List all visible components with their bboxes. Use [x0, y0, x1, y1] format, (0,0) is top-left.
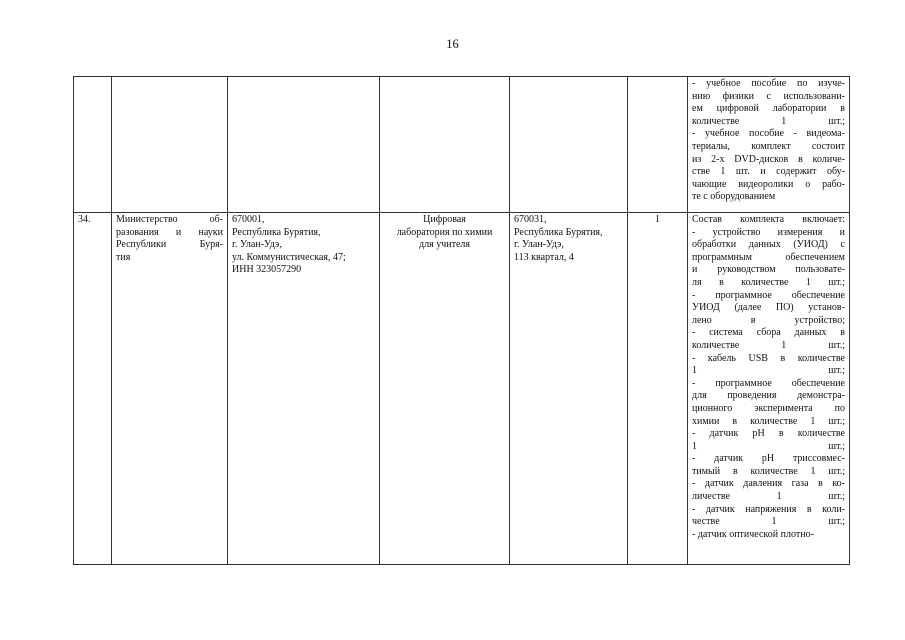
text-line: ционного эксперимента по — [692, 402, 845, 414]
text-line: ул. Коммунистическая, 47; — [232, 251, 346, 263]
cell-number — [74, 77, 112, 213]
text-line: и руководством пользовате- — [692, 264, 845, 276]
cell-organization — [112, 213, 228, 565]
text-line: нию физики с использовани- — [692, 90, 845, 102]
text-line: тия — [116, 251, 131, 263]
text-line: химии в количестве 1 шт.; — [692, 415, 845, 427]
text-line: 113 квартал, 4 — [514, 251, 574, 263]
text-line: Республики Буря- — [116, 239, 223, 251]
text-line: 1 шт.; — [692, 365, 845, 377]
text-line: - программное обеспечение — [692, 289, 845, 301]
text-line: лаборатория по химии — [396, 226, 493, 238]
text-line: для проведения демонстра- — [692, 390, 845, 402]
text-line: ИНН 323057290 — [232, 264, 302, 276]
text-line: териалы, комплект состоит — [692, 140, 845, 152]
equipment-table — [73, 76, 850, 565]
text-line: - кабель USB в количестве — [692, 352, 845, 364]
text-line: Министерство об- — [116, 214, 223, 225]
text-line: Цифровая — [423, 214, 466, 225]
text-line: программным обеспечением — [692, 251, 845, 263]
cell-equipment — [380, 77, 510, 213]
text-line: из 2-х DVD-дисков в количе- — [692, 153, 845, 165]
text-line: - система сбора данных в — [692, 327, 845, 339]
text-line: - учебное пособие по изуче- — [692, 78, 845, 89]
text-line: стве 1 шт. и содержит обу- — [692, 166, 845, 178]
text-line: чающие видеоролики о рабо- — [692, 178, 845, 190]
cell-quantity — [628, 77, 688, 213]
text-line: - датчик напряжения в коли- — [692, 503, 845, 515]
text-line: Республика Бурятия, — [514, 226, 603, 238]
text-line: - датчик pH триссовмес- — [692, 453, 845, 465]
cell-number: 34. — [74, 213, 112, 565]
cell-address — [228, 77, 380, 213]
text-line: ля в количестве 1 шт.; — [692, 276, 845, 288]
cell-composition — [688, 213, 850, 565]
text-line: - датчик pH в количестве — [692, 428, 845, 440]
text-line: 1 шт.; — [692, 440, 845, 452]
text-line: - датчик оптической плотно- — [692, 528, 814, 540]
text-line: - учебное пособие - видеома- — [692, 128, 845, 140]
table-row-continued — [74, 77, 850, 213]
text-line: ем цифровой лаборатории в — [692, 103, 845, 115]
text-line: г. Улан-Удэ, — [232, 239, 282, 251]
text-line: - устройство измерения и — [692, 226, 845, 238]
text-line: Состав комплекта включает: — [692, 214, 845, 225]
table-row-34 — [74, 213, 850, 565]
page-number: 16 — [446, 37, 459, 51]
cell-quantity: 1 — [628, 213, 688, 565]
text-line: г. Улан-Удэ, — [514, 239, 564, 251]
text-line: обработки данных (УИОД) с — [692, 239, 845, 251]
cell-location — [510, 213, 628, 565]
text-line: разования и науки — [116, 226, 223, 238]
text-line: для учителя — [419, 239, 470, 251]
cell-address — [228, 213, 380, 565]
text-line: количестве 1 шт.; — [692, 115, 845, 127]
text-line: те с оборудованием — [692, 191, 776, 203]
text-line: количестве 1 шт.; — [692, 339, 845, 351]
cell-equipment — [380, 213, 510, 565]
text-line: личестве 1 шт.; — [692, 491, 845, 503]
text-line: УИОД (далее ПО) установ- — [692, 302, 845, 314]
text-line: лено в устройство; — [692, 314, 845, 326]
text-line: 670031, — [514, 214, 547, 225]
text-line: тимый в количестве 1 шт.; — [692, 465, 845, 477]
text-line: - программное обеспечение — [692, 377, 845, 389]
text-line: честве 1 шт.; — [692, 516, 845, 528]
cell-location — [510, 77, 628, 213]
text-line: Республика Бурятия, — [232, 226, 321, 238]
text-line: - датчик давления газа в ко- — [692, 478, 845, 490]
cell-composition — [688, 77, 850, 213]
text-line: 670001, — [232, 214, 265, 225]
cell-organization — [112, 77, 228, 213]
